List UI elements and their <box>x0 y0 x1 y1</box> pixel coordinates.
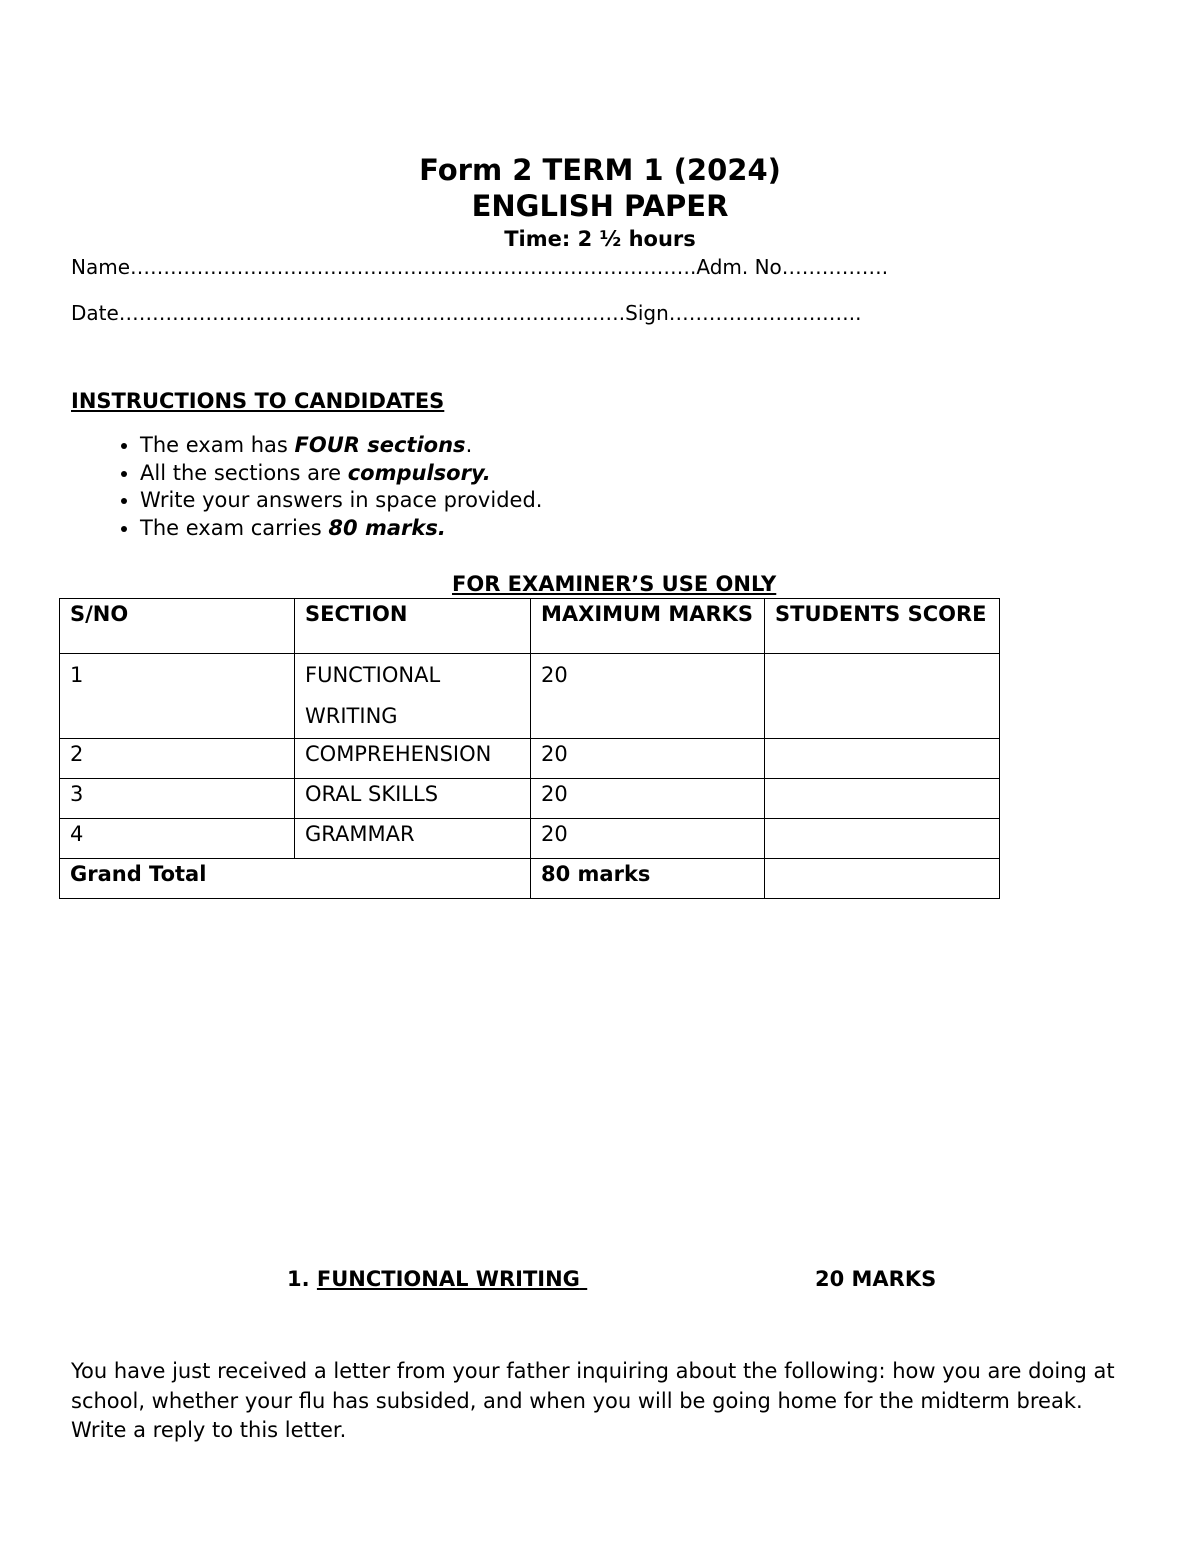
col-header-sno: S/NO <box>60 599 295 654</box>
section1-prompt: You have just received a letter from your father inquiring about the following: how you are doing at school, whether your flu has subsided, and when you will be going home for the midterm break. Write a reply to this letter. <box>71 1359 1115 1442</box>
cell-max: 20 <box>531 779 765 819</box>
instruction-text-end: . <box>465 433 473 457</box>
section1-title: FUNCTIONAL WRITING <box>316 1267 580 1291</box>
section1-heading <box>287 1266 587 1292</box>
instruction-text: All the sections are <box>140 460 348 485</box>
table-row <box>60 739 1000 779</box>
instruction-emphasis: 80 marks. <box>328 515 446 540</box>
cell-section: FUNCTIONAL WRITING <box>295 654 531 739</box>
table-header-row <box>60 599 1000 654</box>
instruction-item <box>140 487 542 515</box>
instruction-item <box>140 432 542 460</box>
instruction-item <box>140 460 542 488</box>
cell-section: ORAL SKILLS <box>295 779 531 819</box>
section1-marks: 20 MARKS <box>815 1267 937 1291</box>
paper-time: Time: 2 ½ hours <box>504 227 696 251</box>
grand-total-score[interactable] <box>765 859 1000 899</box>
cell-sno: 1 <box>60 654 295 739</box>
cell-sno: 2 <box>60 739 295 779</box>
instruction-item <box>140 515 542 543</box>
instruction-text: The exam has <box>140 433 295 457</box>
table-row <box>60 779 1000 819</box>
table-row <box>60 654 1000 739</box>
col-header-max-marks: MAXIMUM MARKS <box>531 599 765 654</box>
examiner-heading: FOR EXAMINER’S USE ONLY <box>452 572 777 596</box>
instruction-emphasis: compulsory. <box>347 460 491 485</box>
table-total-row <box>60 859 1000 899</box>
cell-max: 20 <box>531 819 765 859</box>
cell-max: 20 <box>531 654 765 739</box>
date-sign-field: Date………………………………………………………………….Sign……………………….. <box>71 301 862 325</box>
cell-score[interactable] <box>765 819 1000 859</box>
cell-score[interactable] <box>765 779 1000 819</box>
cell-sno: 3 <box>60 779 295 819</box>
examiner-table <box>59 598 1000 899</box>
cell-score[interactable] <box>765 654 1000 739</box>
cell-sno: 4 <box>60 819 295 859</box>
instructions-list <box>100 432 542 542</box>
instruction-emphasis: FOUR sections <box>294 433 466 457</box>
cell-section: COMPREHENSION <box>295 739 531 779</box>
name-adm-field: Name………………………………………………………………………….Adm. No……………. <box>71 255 889 279</box>
col-header-section: SECTION <box>295 599 531 654</box>
cell-section: GRAMMAR <box>295 819 531 859</box>
grand-total-value: 80 marks <box>531 859 765 899</box>
section1-number: 1. <box>287 1267 310 1291</box>
col-header-student-score: STUDENTS SCORE <box>765 599 1000 654</box>
cell-max: 20 <box>531 739 765 779</box>
instruction-text: The exam carries <box>140 515 329 540</box>
instructions-heading: INSTRUCTIONS TO CANDIDATES <box>71 389 445 413</box>
table-row <box>60 819 1000 859</box>
paper-title-form-term: Form 2 TERM 1 (2024) <box>419 153 781 187</box>
paper-title-subject: ENGLISH PAPER <box>471 189 729 223</box>
cell-score[interactable] <box>765 739 1000 779</box>
grand-total-label: Grand Total <box>60 859 531 899</box>
instruction-text: Write your answers in space provided. <box>140 488 543 512</box>
